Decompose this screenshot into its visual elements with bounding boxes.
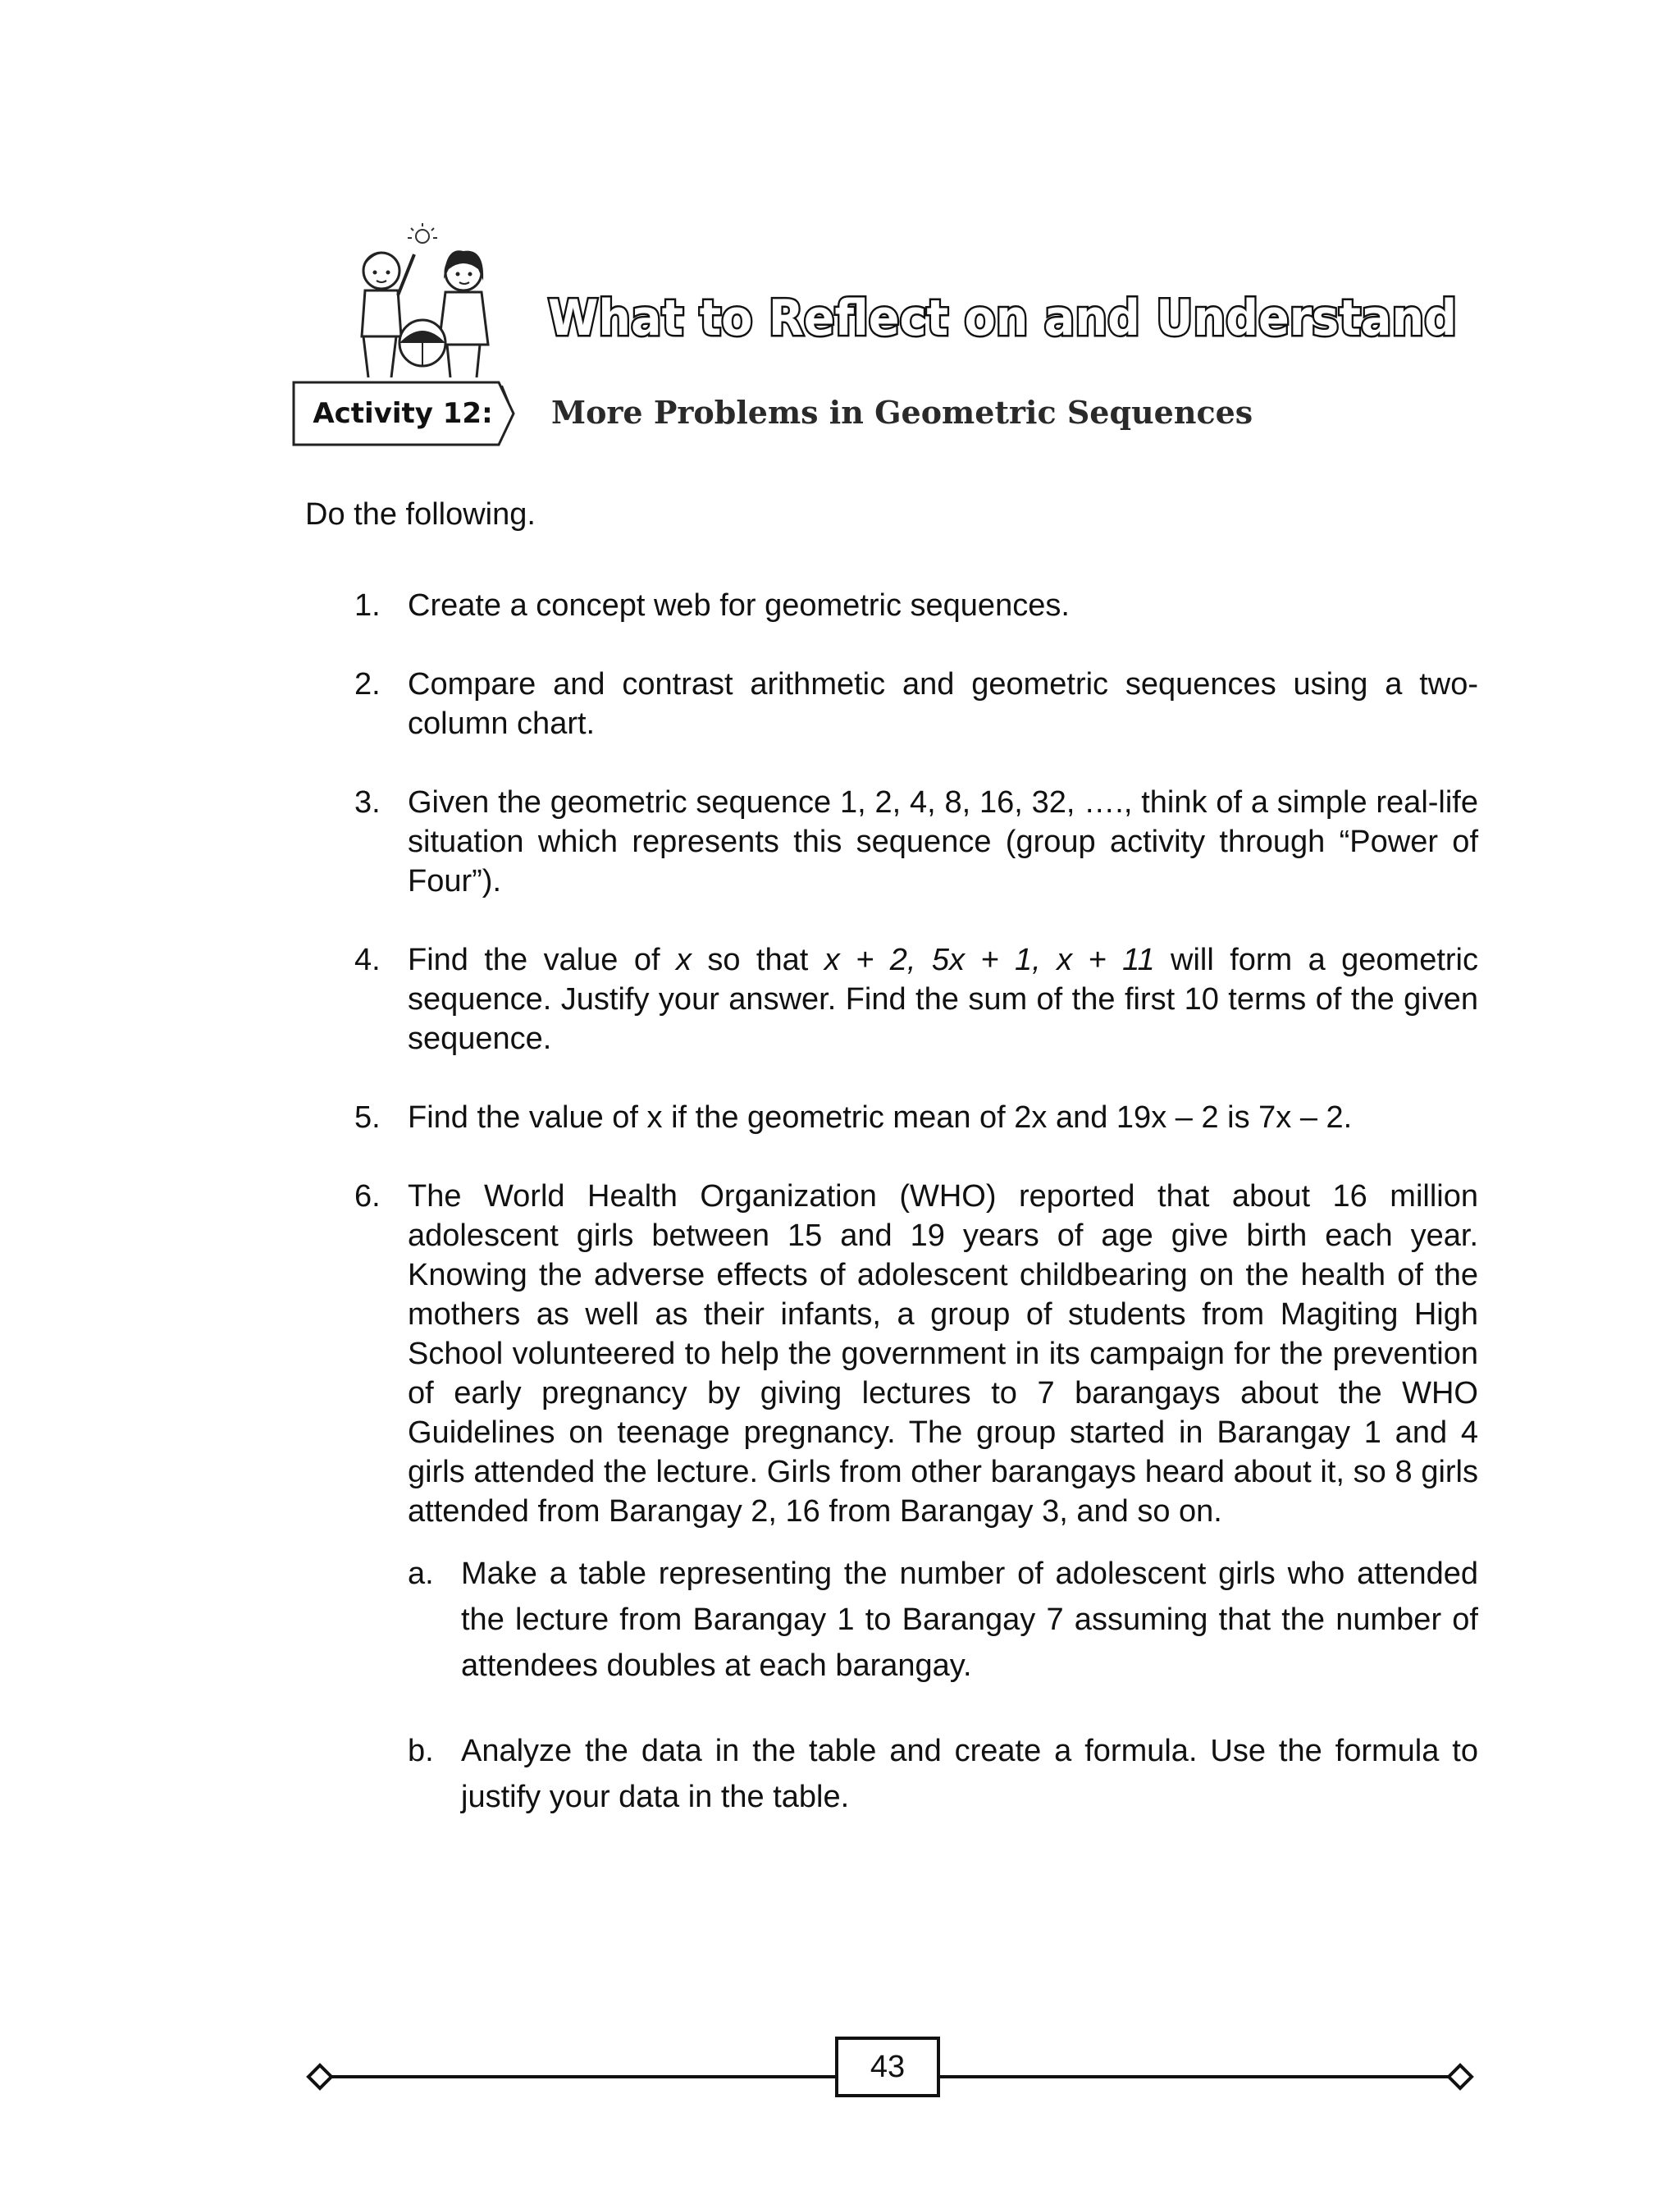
page-number: 43 [835,2037,940,2097]
sub-item-letter: b. [408,1734,434,1768]
item-number: 2. [354,667,381,702]
list-item [354,586,1478,625]
item-text-pre: Find the value of [408,943,676,977]
sub-item-text: Analyze the data in the table and create a formula. Use the formula to justify your data in the table. [461,1734,1478,1814]
sub-item [408,1728,1478,1820]
activity-title: More Problems in Geometric Sequences [551,394,1253,431]
item-text: The World Health Organization (WHO) reported that about 16 million adolescent girls between 15 and 19 years of age give birth each year. Knowing the adverse effects of adolescent childbearing on the health of the mothers as well as their infants, a group of students from Magiting High School volunteered to help the government in its campaign for the prevention of early pregnancy by giving lectures to 7 barangays about the WHO Guidelines on teenage pregnancy. The group started in Barangay 1 and 4 girls attended the lecture. Girls from other barangays heard about it, so 8 girls attended from Barangay 2, 16 from Barangay 3, and so on. [408,1179,1478,1529]
item-text-mid: so that [691,943,824,977]
instructions-intro: Do the following. [305,497,536,532]
problem-list [354,586,1478,1820]
activity-label: Activity 12: [313,397,493,430]
variable-x: x [675,943,692,977]
diamond-left-icon [308,2065,331,2088]
item-text-post: will form a geometric sequence. Justify your answer. Find the sum of the first 10 terms of the given sequence. [408,943,1479,1056]
list-item [354,665,1478,743]
children-illustration [340,222,529,386]
sub-item-list [408,1551,1478,1820]
item-number: 3. [354,785,381,820]
item-number: 6. [354,1179,381,1214]
item-number: 1. [354,588,381,623]
sub-item [408,1551,1478,1689]
sub-item-text: Make a table representing the number of adolescent girls who attended the lecture from Barangay 1 to Barangay 7 assuming that the number of attendees doubles at each barangay. [461,1557,1478,1683]
item-text: Create a concept web for geometric sequences. [408,588,1070,623]
item-number: 4. [354,943,381,977]
item-text: Given the geometric sequence 1, 2, 4, 8, 16, 32, …., think of a simple real-life situation which represents this sequence (group activity through “Power of Four”). [408,785,1478,898]
item-text: Compare and contrast arithmetic and geometric sequences using a two-column chart. [408,667,1478,741]
section-banner-title [548,287,1459,345]
sub-item-letter: a. [408,1557,434,1591]
svg-text:What to Reflect on and Underst: What to Reflect on and Understand [548,290,1457,347]
list-item [354,783,1478,901]
item-text: Find the value of x if the geometric mean of 2x and 19x – 2 is 7x – 2. [408,1100,1353,1135]
item-number: 5. [354,1100,381,1135]
list-item [354,940,1478,1058]
list-item [354,1098,1478,1137]
list-item [354,1177,1478,1820]
item-text [408,940,1478,1058]
math-expression: x + 2, 5x + 1, x + 11 [824,943,1155,977]
diamond-right-icon [1449,2065,1472,2088]
